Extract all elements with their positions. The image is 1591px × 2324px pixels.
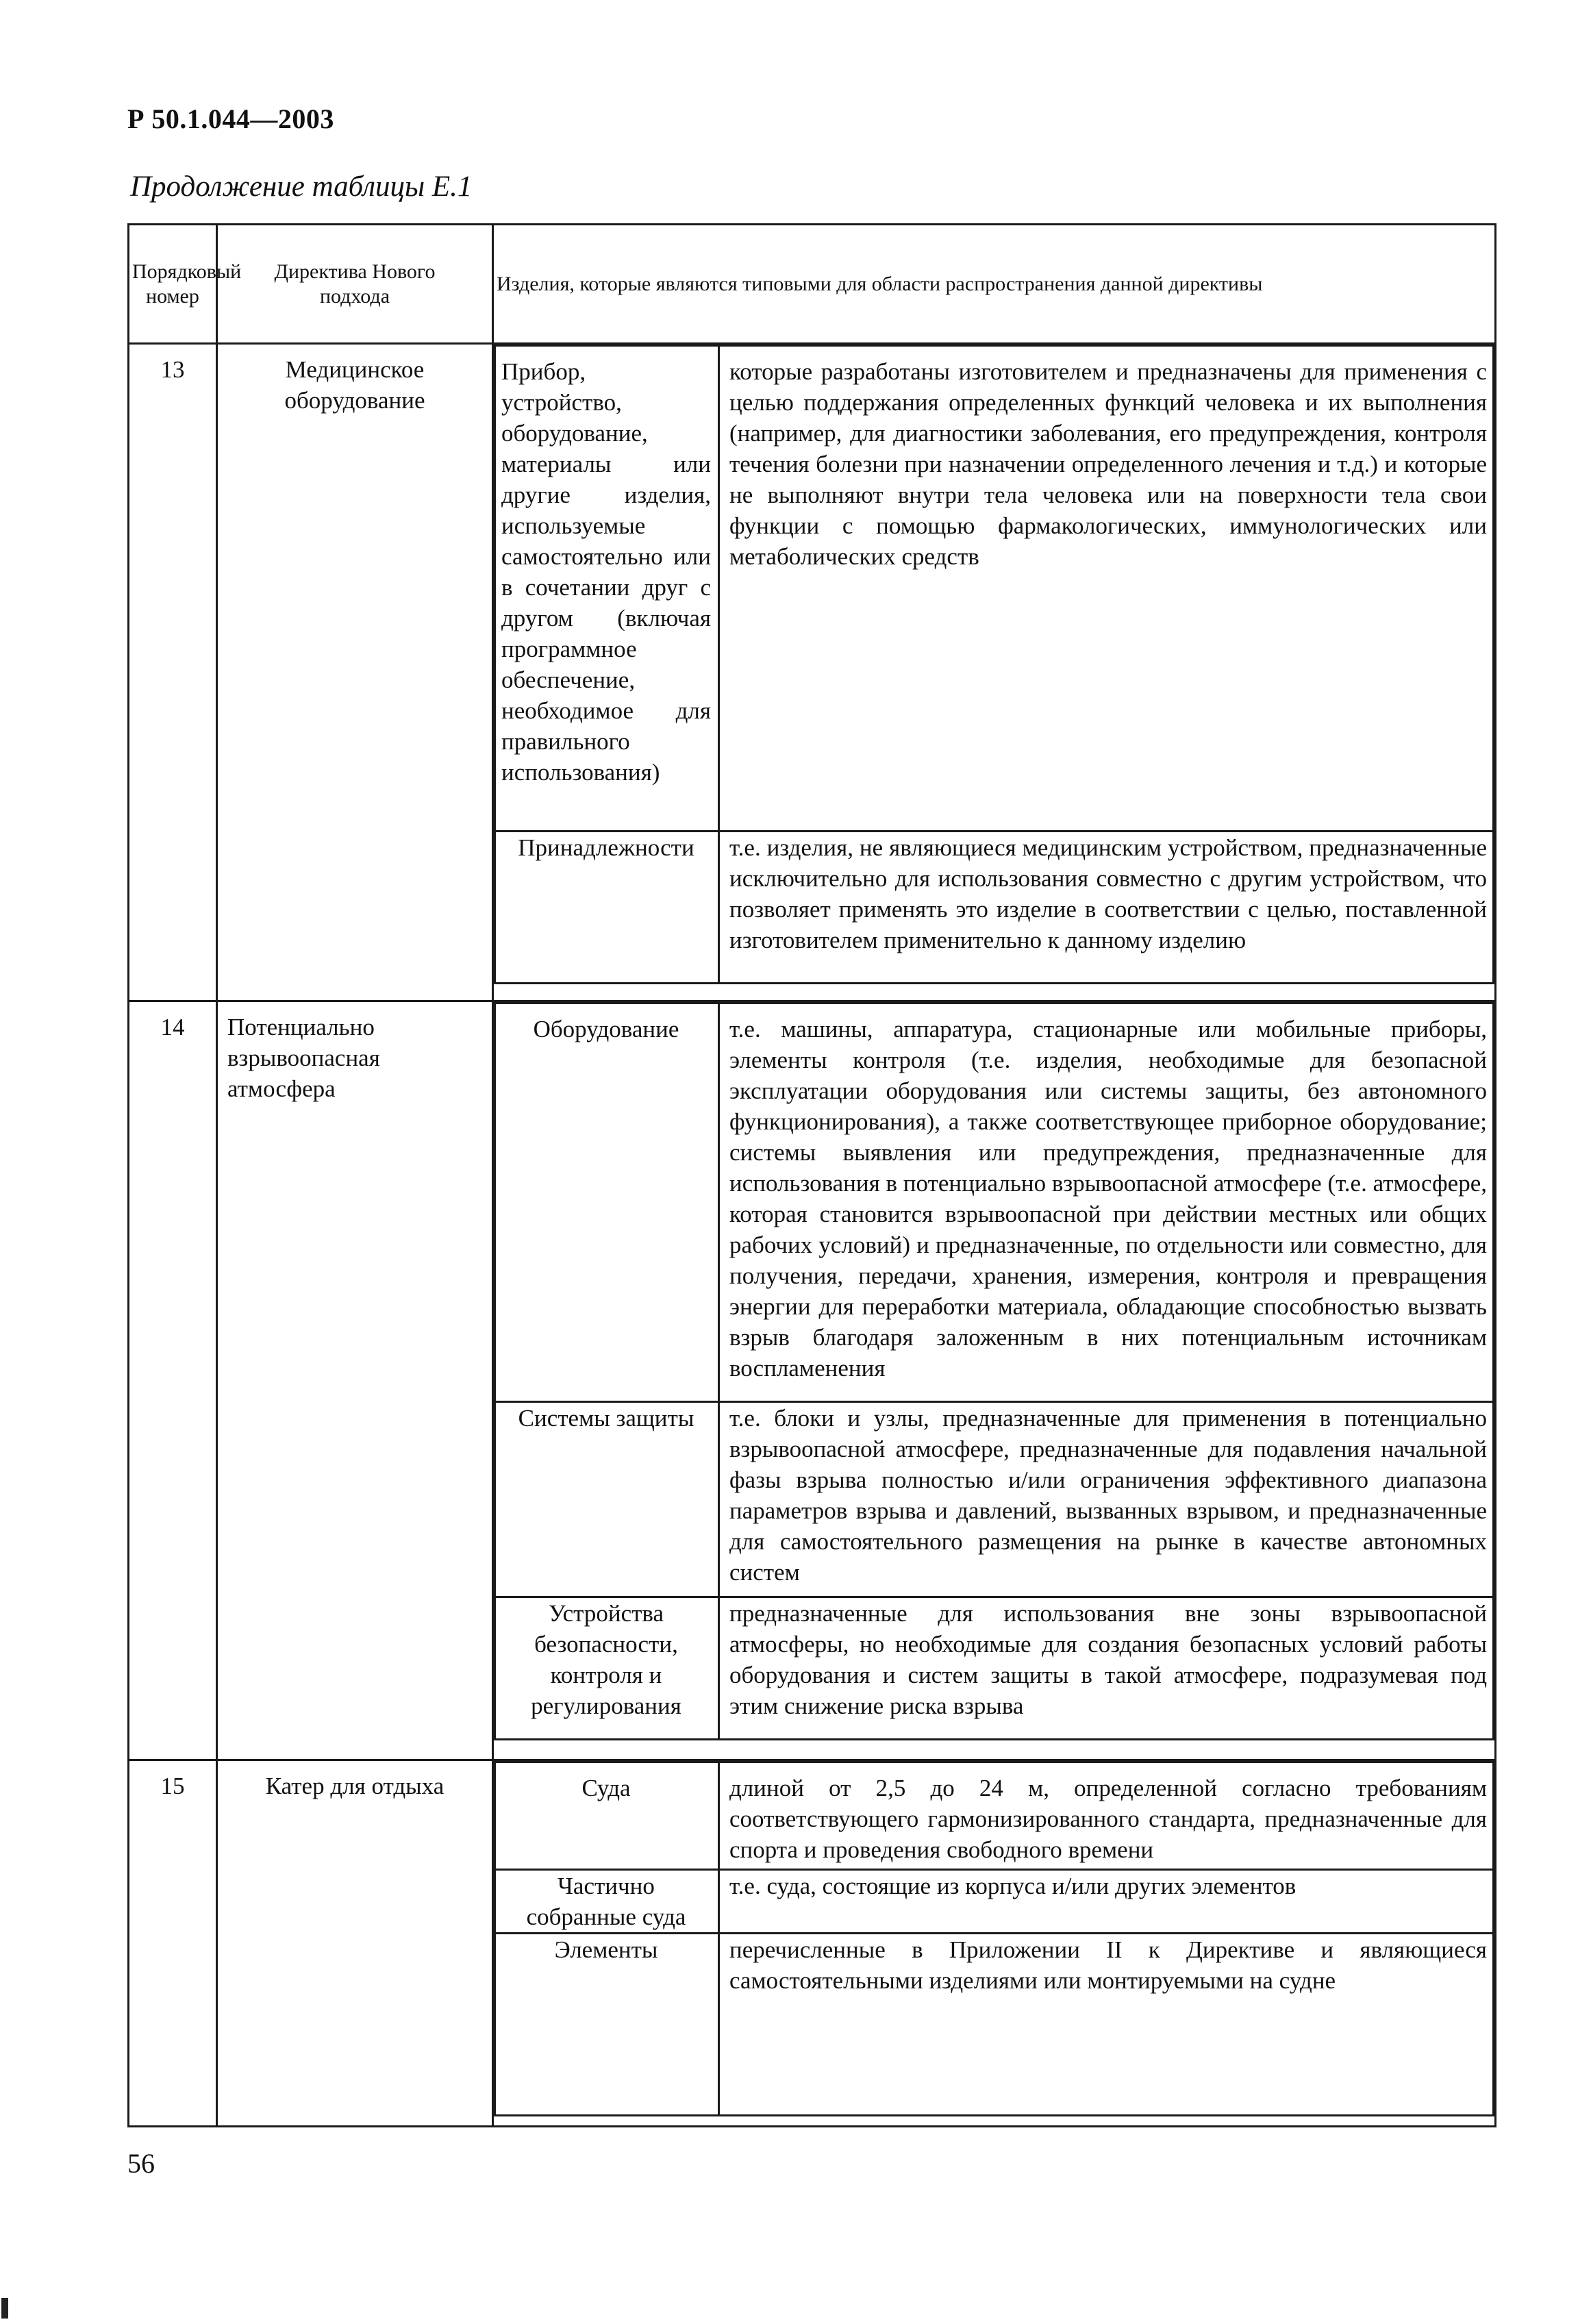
row-directive: Медицинское оборудование [217, 344, 493, 1001]
product-term: Оборудование [495, 1003, 719, 1402]
header-products: Изделия, которые являются типовыми для области распространения данной директивы [493, 225, 1496, 344]
product-item [495, 346, 1494, 832]
table-row-15 [129, 1760, 1496, 2127]
products-subtable [494, 1761, 1494, 2116]
product-definition: длиной от 2,5 до 24 м, определенной согласно требованиям соответствующего гармонизированного стандарта, предназначенные для спорта и проведения свободного времени [719, 1762, 1494, 1870]
page-number: 56 [127, 2148, 155, 2179]
row-number: 14 [129, 1001, 217, 1760]
table-caption: Продолжение таблицы Е.1 [130, 171, 473, 203]
product-item [495, 1870, 1494, 1934]
product-item [495, 1597, 1494, 1740]
product-term: Частично собранные суда [495, 1870, 719, 1934]
product-definition: т.е. блоки и узлы, предназначенные для применения в потенциально взрывоопасной атмосфере, предназначенные для подавления начальной фазы взрыва полностью и/или ограничения эффективного диапазона параметров взрыва и давлений, вызванных взрывом, и предназначенные для самостоятельного размещения на рынке в качестве автономных систем [719, 1402, 1494, 1597]
table-row-13 [129, 344, 1496, 1001]
product-definition: которые разработаны изготовителем и предназначены для применения с целью поддержания определенных функций человека и их выполнения (например, для диагностики заболевания, его предупреждения, контроля течения болезни при назначении определенного лечения и т.д.) и которые не выполняют внутри тела человека или на поверхности тела свои функции с помощью фармакологических, иммунологических или метаболических средств [719, 346, 1494, 832]
scan-artifact-mark [1, 2298, 8, 2319]
row-number: 13 [129, 344, 217, 1001]
products-subtable [494, 345, 1494, 984]
row-products [493, 1760, 1496, 2127]
product-item [495, 1003, 1494, 1402]
product-term: Прибор, устройство, оборудование, материалы или другие изделия, используемые самостоятельно или в сочетании друг с другом (включая программное обеспечение, необходимое для правильного использования) [495, 346, 719, 832]
product-item [495, 1934, 1494, 2116]
product-item [495, 1762, 1494, 1870]
header-directive: Директива Нового подхода [217, 225, 493, 344]
product-item [495, 831, 1494, 983]
product-item [495, 1402, 1494, 1597]
header-number: Порядковый номер [129, 225, 217, 344]
product-definition: т.е. изделия, не являющиеся медицинским устройством, предназначенные исключительно для использования совместно с другим устройством, что позволяет применять это изделие в соответствии с целью, поставленной изготовителем применительно к данному изделию [719, 831, 1494, 983]
row-directive: Катер для отдыха [217, 1760, 493, 2127]
product-term: Суда [495, 1762, 719, 1870]
table-row-14 [129, 1001, 1496, 1760]
document-code: Р 50.1.044—2003 [127, 103, 334, 134]
row-directive: Потенциально взрывоопасная атмосфера [217, 1001, 493, 1760]
product-definition: предназначенные для использования вне зоны взрывоопасной атмосферы, но необходимые для создания безопасных условий работы оборудования и систем защиты в такой атмосфере, подразумевая под этим снижение риска взрыва [719, 1597, 1494, 1740]
directives-table [127, 223, 1496, 2127]
product-term: Устройства безопасности, контроля и регулирования [495, 1597, 719, 1740]
table-header-row [129, 225, 1496, 344]
products-subtable [494, 1002, 1494, 1740]
row-products [493, 1001, 1496, 1760]
row-products [493, 344, 1496, 1001]
product-term: Принадлежности [495, 831, 719, 983]
product-definition: т.е. суда, состоящие из корпуса и/или других элементов [719, 1870, 1494, 1934]
product-term: Элементы [495, 1934, 719, 2116]
product-definition: т.е. машины, аппаратура, стационарные или мобильные приборы, элементы контроля (т.е. изделия, необходимые для безопасной эксплуатации оборудования или системы защиты, без автономного функционирования), а также соответствующее приборное оборудование; системы выявления или предупреждения, предназначенные для использования в потенциально взрывоопасной атмосфере (т.е. атмосфере, которая становится взрывоопасной при действии местных или общих рабочих условий) и предназначенные, по отдельности или совместно, для получения, передачи, хранения, измерения, контроля и превращения энергии для переработки материала, обладающие способностью вызвать взрыв благодаря заложенным в них потенциальным источникам воспламенения [719, 1003, 1494, 1402]
row-number: 15 [129, 1760, 217, 2127]
product-definition: перечисленные в Приложении II к Директиве и являющиеся самостоятельными изделиями или монтируемыми на судне [719, 1934, 1494, 2116]
product-term: Системы защиты [495, 1402, 719, 1597]
